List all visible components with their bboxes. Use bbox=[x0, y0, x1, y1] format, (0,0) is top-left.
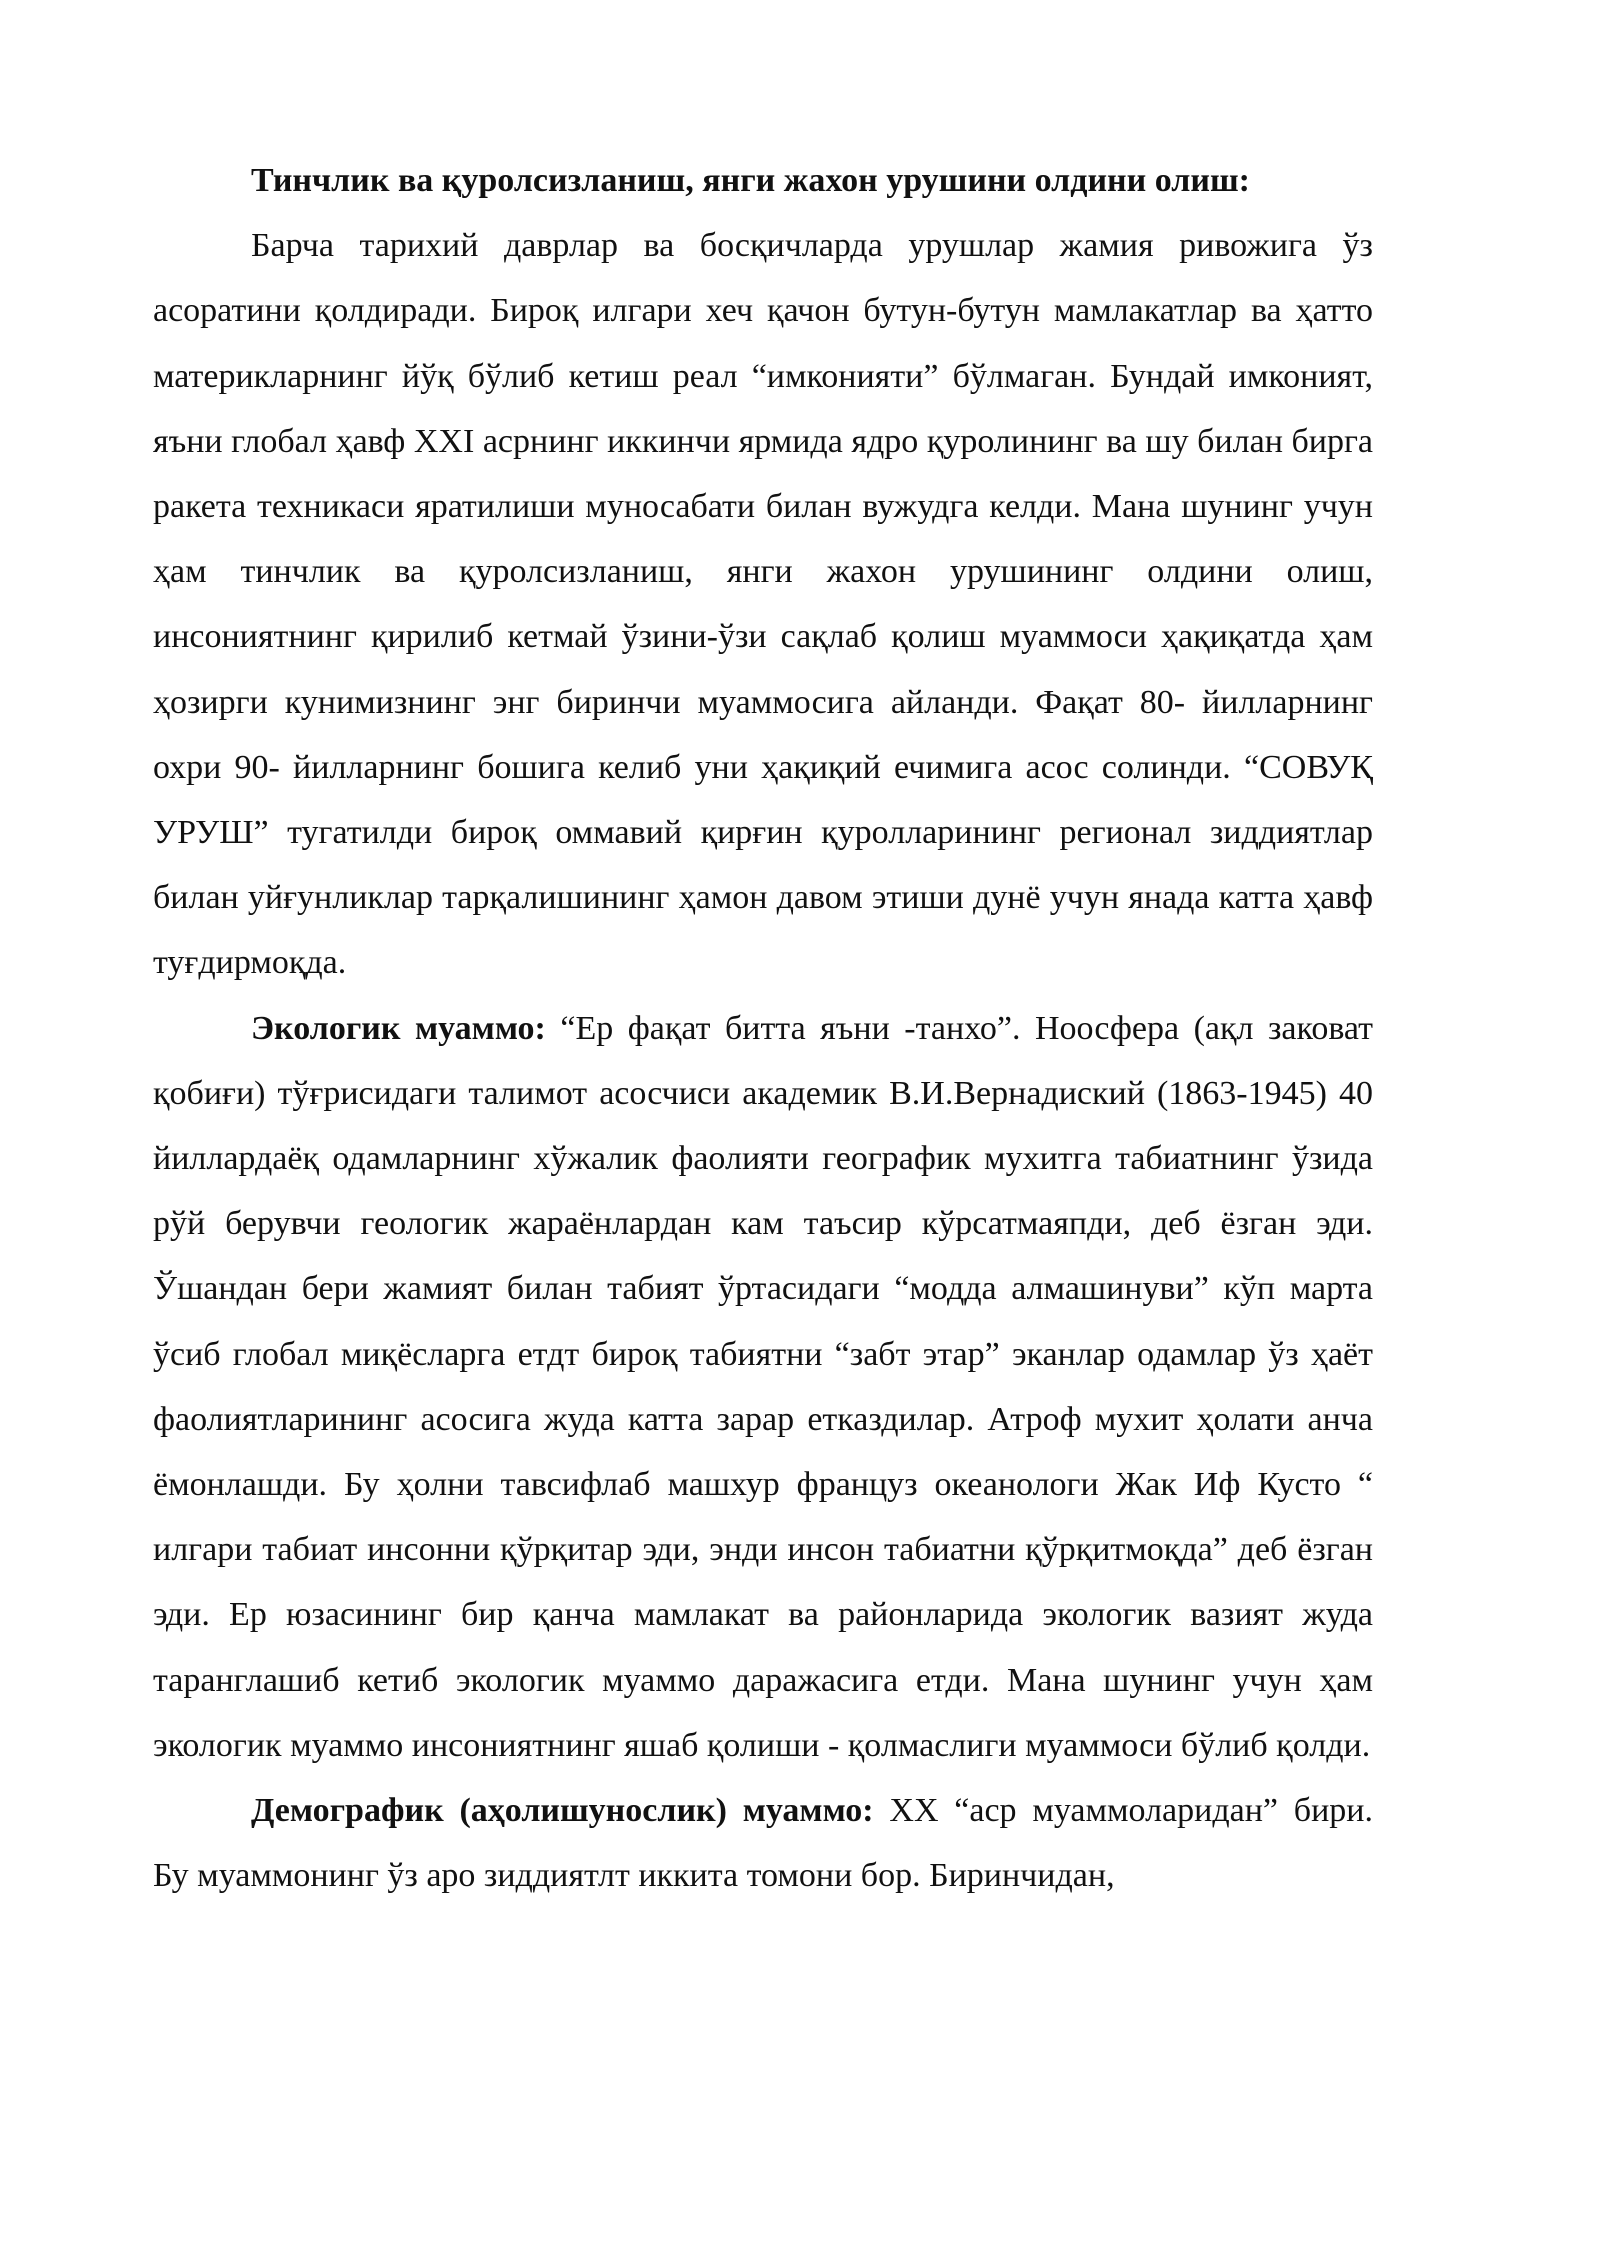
paragraph-text: ХХ “аср муаммоларидан” бири. Бу муаммонинг ўз аро зиддиятлт иккита томони бор. Биринчидан, bbox=[153, 1792, 1373, 1895]
section-heading: Демографик (аҳолишунослик) муаммо: bbox=[251, 1792, 874, 1830]
document-page bbox=[153, 148, 1373, 1908]
paragraph-demography bbox=[153, 1778, 1373, 1908]
paragraph-peace-disarmament: Барча тарихий даврлар ва босқичларда урушлар жамия ривожига ўз асоратини қолдиради. Бироқ илгари хеч қачон бутун-бутун мамлакатлар ва ҳатто материкларнинг йўқ бўлиб кетиш реал “имконияти” бўлмаган. Бундай имконият, яъни глобал ҳавф ХХI асрнинг иккинчи ярмида ядро қуролининг ва шу билан бирга ракета техникаси яратилиши муносабати билан вужудга келди. Мана шунинг учун ҳам тинчлик ва қуролсизланиш, янги жахон урушининг олдини олиш, инсониятнинг қирилиб кетмай ўзини-ўзи сақлаб қолиш муаммоси ҳақиқатда ҳам ҳозирги кунимизнинг энг биринчи муаммосига айланди. Фақат 80- йилларнинг охри 90- йилларнинг бошига келиб уни ҳақиқий ечимига асос солинди. “СОВУҚ УРУШ” тугатилди бироқ оммавий қирғин қуролларининг регионал зиддиятлар билан уйғунликлар тарқалишининг ҳамон давом этиши дунё учун янада катта ҳавф туғдирмоқда. bbox=[153, 227, 1373, 982]
heading-peace-disarmament bbox=[153, 148, 1373, 213]
section-heading: Экологик муаммо: bbox=[251, 1009, 546, 1047]
paragraph-ecology bbox=[153, 996, 1373, 1778]
paragraph-text: “Ер фақат битта яъни -танхо”. Ноосфера (ақл заковат қобиғи) тўғрисидаги талимот асосчиси академик В.И.Вернадиский (1863-1945) 40 йиллардаёқ одамларнинг хўжалик фаолияти географик мухитга табиатнинг ўзида рўй берувчи геологик жараёнлардан кам таъсир кўрсатмаяпди, деб ёзган эди. Ўшандан бери жамият билан табият ўртасидаги “модда алмашинуви” кўп марта ўсиб глобал миқёсларга етдт бироқ табиятни “забт этар” эканлар одамлар ўз ҳаёт фаолиятларининг асосига жуда катта зарар етказдилар. Атроф мухит ҳолати анча ёмонлашди. Бу ҳолни тавсифлаб машхур француз океанологи Жак Иф Кусто “ илгари табиат инсонни қўрқитар эди, энди инсон табиатни қўрқитмоқда” деб ёзган эди. Ер юзасининг бир қанча мамлакат ва районларида экологик вазият жуда таранглашиб кетиб экологик муаммо даражасига етди. Мана шунинг учун ҳам экологик муаммо инсониятнинг яшаб қолиши - қолмаслиги муаммоси бўлиб қолди. bbox=[153, 1009, 1373, 1764]
section-heading: Тинчлик ва қуролсизланиш, янги жахон урушини олдини олиш: bbox=[251, 162, 1250, 199]
